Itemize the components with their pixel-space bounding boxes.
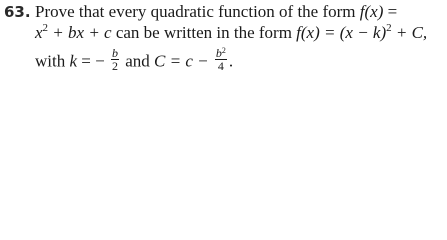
period: .: [228, 51, 234, 71]
fraction-b-over-2: [111, 47, 119, 72]
math-quad-rest: + bx + c: [52, 23, 112, 42]
fraction-denominator-2: 4: [217, 59, 224, 73]
fraction-numerator: b: [111, 46, 118, 60]
word-with: with: [35, 51, 66, 71]
math-exp-2: 2: [386, 22, 392, 34]
problem-statement-cont: can be written in the form: [115, 23, 292, 42]
math-fx: f(x): [359, 2, 384, 21]
math-equals: =: [387, 2, 398, 21]
fraction-b: b: [215, 46, 222, 60]
problem-line-3: [35, 46, 234, 75]
math-x: x: [35, 23, 43, 42]
problem-line-1: [35, 2, 397, 22]
math-k: k: [69, 51, 78, 71]
math-vertex-form: f(x) = (x − k): [296, 23, 387, 42]
fraction-denominator: 2: [111, 59, 118, 73]
math-c-eq: = c −: [169, 51, 209, 71]
math-exp: 2: [42, 22, 49, 34]
math-vertex-tail: + C,: [391, 23, 428, 42]
math-C: C: [154, 51, 166, 71]
problem-statement: Prove that every quadratic function of the form: [35, 2, 356, 21]
fraction-b2-over-4: [215, 47, 227, 72]
fraction-exp: 2: [221, 46, 226, 55]
problem-number: 63.: [4, 3, 31, 21]
problem-63: [0, 0, 447, 81]
math-k-eq: = −: [81, 51, 105, 71]
word-and: and: [125, 51, 150, 71]
problem-line-2: [35, 23, 427, 43]
